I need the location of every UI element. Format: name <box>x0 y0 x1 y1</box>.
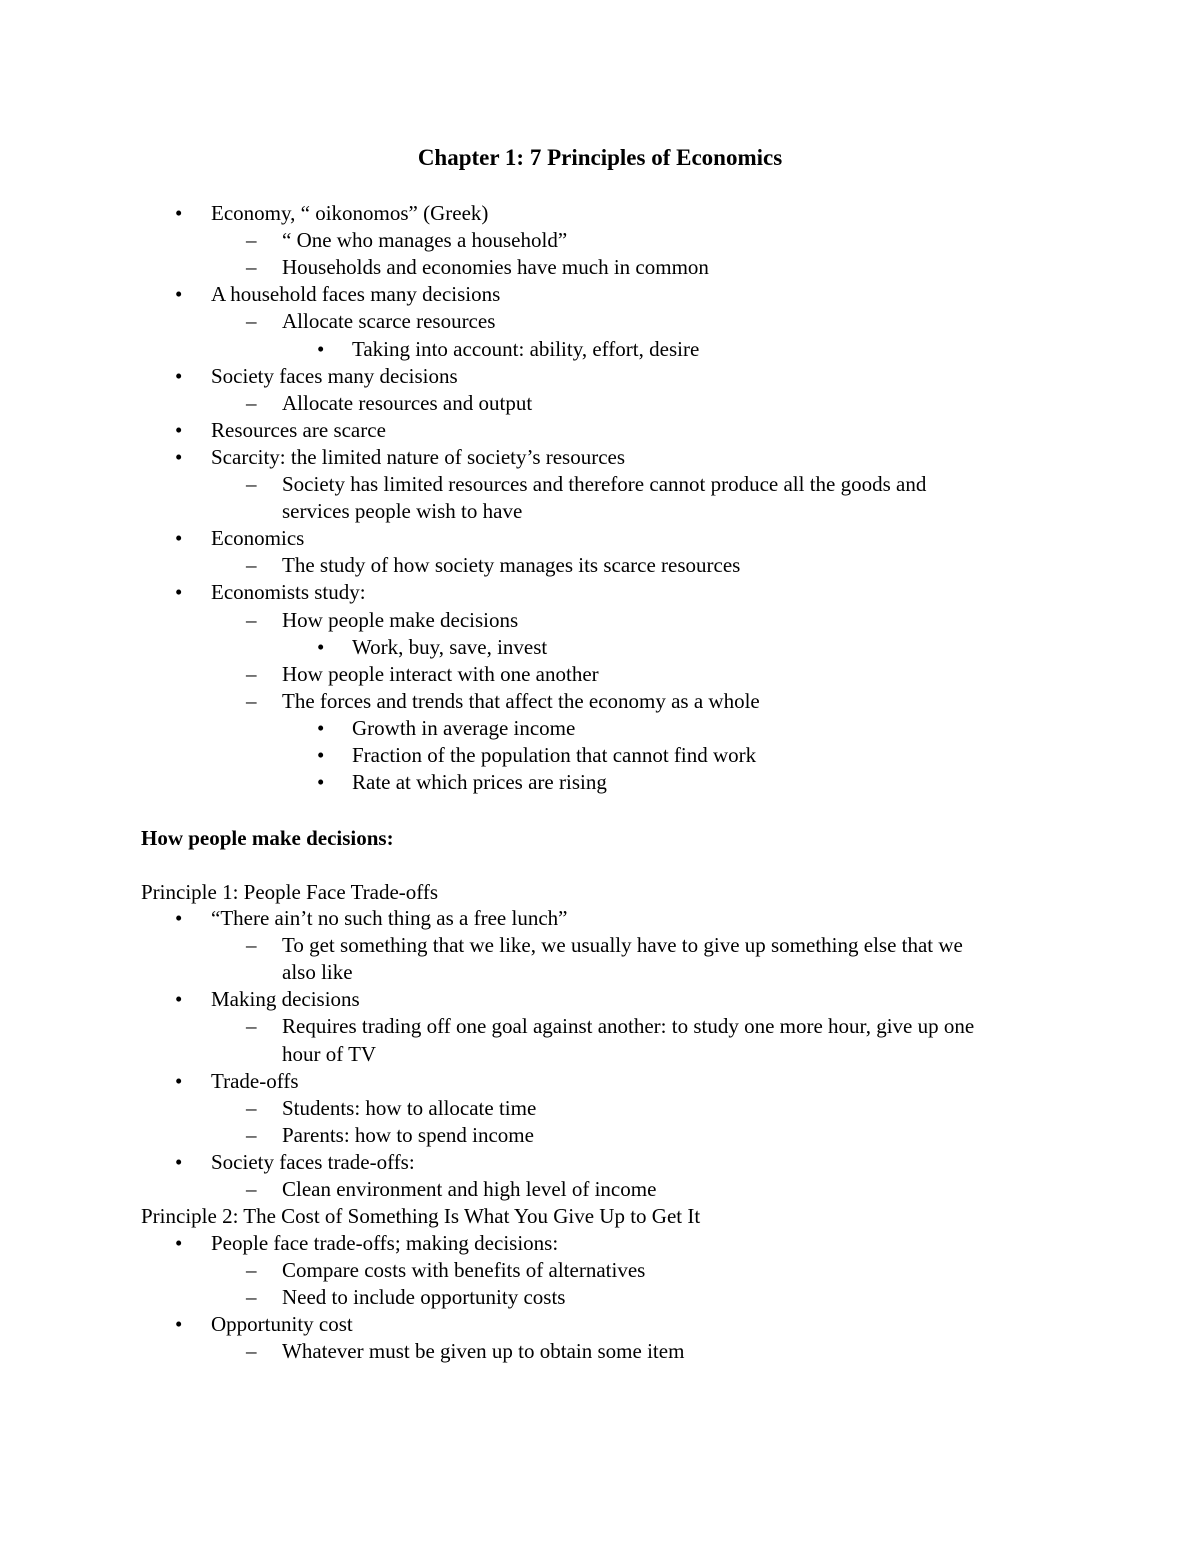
bullet-marker: • <box>175 364 183 388</box>
principle-1-item-level-2: To get something that we like, we usually have to give up something else that we <box>282 933 963 957</box>
bullet-marker: • <box>175 987 183 1011</box>
page-title: Chapter 1: 7 Principles of Economics <box>417 145 783 170</box>
intro-item-level-2: How people interact with one another <box>282 662 599 686</box>
bullet-marker: • <box>175 580 183 604</box>
bullet-marker: • <box>317 743 325 767</box>
principle-1-item-level-2: Requires trading off one goal against another: to study one more hour, give up one <box>282 1014 975 1038</box>
intro-item-level-3: Rate at which prices are rising <box>352 770 607 794</box>
intro-item-level-3: Fraction of the population that cannot find work <box>352 743 757 767</box>
intro-item-level-1: Resources are scarce <box>211 418 386 442</box>
principle-1-item-level-1: Society faces trade-offs: <box>211 1150 415 1174</box>
bullet-marker: • <box>175 201 183 225</box>
intro-item-level-2: Allocate scarce resources <box>282 309 496 333</box>
principle-2-item-level-2: Compare costs with benefits of alternatives <box>282 1258 646 1282</box>
intro-item-level-1: A household faces many decisions <box>211 282 501 306</box>
intro-item-level-3: Work, buy, save, invest <box>352 635 548 659</box>
principle-1-title: Principle 1: People Face Trade-offs <box>141 880 439 904</box>
intro-item-level-2: The forces and trends that affect the economy as a whole <box>282 689 760 713</box>
principle-1-item-level-2: Clean environment and high level of income <box>282 1177 657 1201</box>
dash-marker: – <box>246 472 257 496</box>
principle-2-item-level-1: People face trade-offs; making decisions: <box>211 1231 559 1255</box>
bullet-marker: • <box>175 1150 183 1174</box>
dash-marker: – <box>246 1339 257 1363</box>
principle-2-item-level-2: Need to include opportunity costs <box>282 1285 566 1309</box>
intro-item-level-3: Taking into account: ability, effort, desire <box>352 337 700 361</box>
intro-item-level-3: Growth in average income <box>352 716 576 740</box>
section-heading: How people make decisions: <box>141 826 394 850</box>
principle-2-title: Principle 2: The Cost of Something Is What You Give Up to Get It <box>141 1204 701 1228</box>
dash-marker: – <box>246 933 257 957</box>
bullet-marker: • <box>317 716 325 740</box>
dash-marker: – <box>246 1096 257 1120</box>
bullet-marker: • <box>175 1069 183 1093</box>
dash-marker: – <box>246 662 257 686</box>
bullet-marker: • <box>175 1231 183 1255</box>
intro-item-level-1: Society faces many decisions <box>211 364 458 388</box>
dash-marker: – <box>246 228 257 252</box>
bullet-marker: • <box>317 635 325 659</box>
dash-marker: – <box>246 689 257 713</box>
intro-item-level-1: Scarcity: the limited nature of society’s resources <box>211 445 626 469</box>
dash-marker: – <box>246 1014 257 1038</box>
bullet-marker: • <box>317 337 325 361</box>
principle-2-item-level-1: Opportunity cost <box>211 1312 353 1336</box>
intro-item-level-2: services people wish to have <box>282 499 523 523</box>
dash-marker: – <box>246 1177 257 1201</box>
principle-1-item-level-1: “There ain’t no such thing as a free lunch” <box>211 906 568 930</box>
principle-1-item-level-2: hour of TV <box>282 1042 377 1066</box>
intro-item-level-2: Households and economies have much in common <box>282 255 709 279</box>
intro-item-level-1: Economy, “ oikonomos” (Greek) <box>211 201 489 225</box>
intro-item-level-2: Society has limited resources and therefore cannot produce all the goods and <box>282 472 927 496</box>
dash-marker: – <box>246 608 257 632</box>
principle-1-item-level-1: Making decisions <box>211 987 360 1011</box>
bullet-marker: • <box>175 1312 183 1336</box>
principle-1-item-level-2: Students: how to allocate time <box>282 1096 537 1120</box>
principle-2-item-level-2: Whatever must be given up to obtain some item <box>282 1339 685 1363</box>
dash-marker: – <box>246 1123 257 1147</box>
principle-1-item-level-2: also like <box>282 960 353 984</box>
dash-marker: – <box>246 391 257 415</box>
dash-marker: – <box>246 1285 257 1309</box>
dash-marker: – <box>246 1258 257 1282</box>
bullet-marker: • <box>317 770 325 794</box>
intro-item-level-2: “ One who manages a household” <box>282 228 568 252</box>
bullet-marker: • <box>175 418 183 442</box>
bullet-marker: • <box>175 906 183 930</box>
intro-item-level-2: How people make decisions <box>282 608 519 632</box>
dash-marker: – <box>246 309 257 333</box>
intro-item-level-1: Economics <box>211 526 305 550</box>
principle-1-item-level-1: Trade-offs <box>211 1069 299 1093</box>
dash-marker: – <box>246 255 257 279</box>
intro-item-level-2: Allocate resources and output <box>282 391 533 415</box>
bullet-marker: • <box>175 445 183 469</box>
principle-1-item-level-2: Parents: how to spend income <box>282 1123 534 1147</box>
dash-marker: – <box>246 553 257 577</box>
intro-item-level-2: The study of how society manages its scarce resources <box>282 553 741 577</box>
bullet-marker: • <box>175 282 183 306</box>
intro-item-level-1: Economists study: <box>211 580 366 604</box>
bullet-marker: • <box>175 526 183 550</box>
